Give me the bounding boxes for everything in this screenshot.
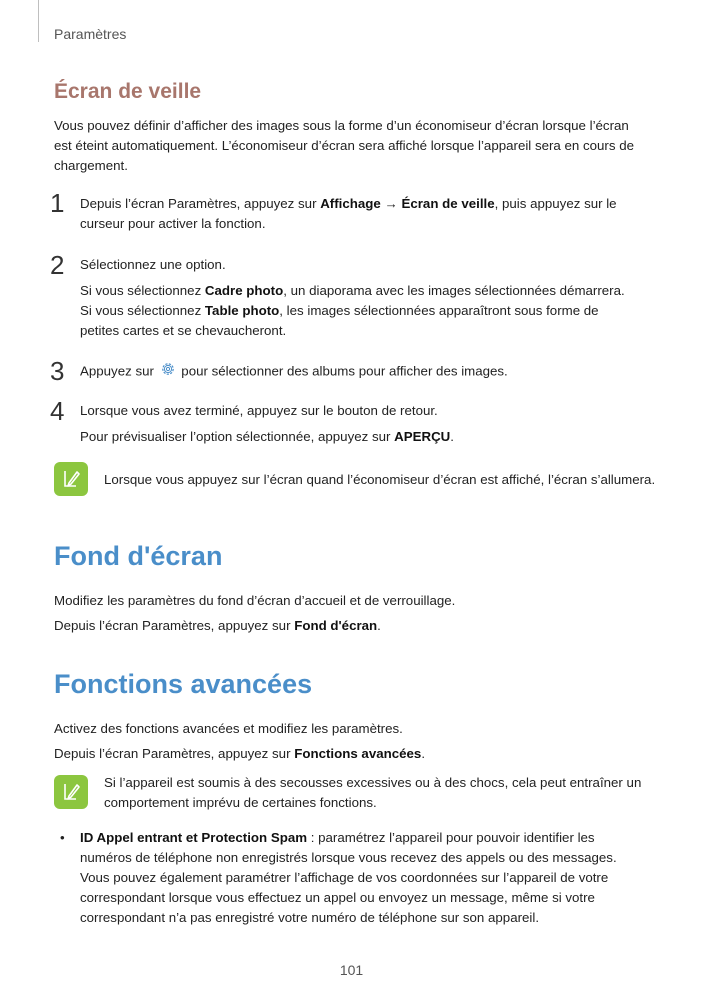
fond-ecran-instruction: Depuis l’écran Paramètres, appuyez sur Fond d'écran. <box>54 618 381 633</box>
step-3-text: Appuyez sur pour sélectionner des albums pour afficher des images. <box>80 361 660 383</box>
note-text: Lorsque vous appuyez sur l’écran quand l’économiseur d’écran est affiché, l’écran s’allumera. <box>104 472 656 487</box>
fonctions-avancees-instruction: Depuis l’écran Paramètres, appuyez sur Fonctions avancées. <box>54 746 426 761</box>
note-icon <box>54 775 88 809</box>
step-4-text: Lorsque vous avez terminé, appuyez sur le bouton de retour. <box>80 403 438 418</box>
step-number-2: 2 <box>50 250 65 280</box>
fonctions-avancees-description: Activez des fonctions avancées et modifiez les paramètres. <box>54 721 403 736</box>
note-text: Si l’appareil est soumis à des secousses excessives ou à des chocs, cela peut entraîner un comportement imprévu de certaines fonctions. <box>104 775 642 810</box>
settings-gear-icon <box>160 361 176 383</box>
intro-paragraph: Vous pouvez définir d’afficher des images sous la forme d’un économiseur d’écran lorsque l’écran est éteint automatiquement. L’économiseur d’écran sera affiché lorsque l’appareil sera en cours de chargement. <box>54 118 634 173</box>
section-title-fonctions-avancees: Fonctions avancées <box>54 669 313 699</box>
section-title-ecran-veille: Écran de veille <box>54 80 202 103</box>
step-2-text: Sélectionnez une option. <box>80 257 226 272</box>
page-header-title: Paramètres <box>54 26 127 42</box>
step-number-1: 1 <box>50 188 65 218</box>
step-4-subtext: Pour prévisualiser l’option sélectionnée, appuyez sur APERÇU. <box>80 429 454 444</box>
section-title-fond-ecran: Fond d'écran <box>54 541 223 571</box>
header-divider <box>38 0 39 42</box>
note-icon <box>54 462 88 496</box>
step-2-subtext: Si vous sélectionnez Cadre photo, un diaporama avec les images sélectionnées démarrera. Si vous sélectionnez Table photo, les images sélectionnées apparaîtront sous forme de petites cartes et se chevaucheront. <box>80 283 625 338</box>
step-1-text: Depuis l’écran Paramètres, appuyez sur Affichage → Écran de veille, puis appuyez sur le curseur pour activer la fonction. <box>80 196 617 231</box>
step-number-3: 3 <box>50 356 65 386</box>
page-number: 101 <box>339 962 364 978</box>
bullet-marker: • <box>60 830 65 845</box>
fond-ecran-description: Modifiez les paramètres du fond d’écran d’accueil et de verrouillage. <box>54 593 456 608</box>
bullet-item-caller-id: ID Appel entrant et Protection Spam : paramétrez l’appareil pour pouvoir identifier les numéros de téléphone non enregistrés lorsque vous recevez des appels ou des messages. Vous pouvez également paramétrer l’affichage de vos coordonnées sur l’appareil de votre correspondant lorsque vous effectuez un appel ou envoyez un message, même si votre correspondant n’a pas enregistré votre numéro de téléphone sur son appareil. <box>80 830 617 925</box>
step-number-4: 4 <box>50 396 65 426</box>
